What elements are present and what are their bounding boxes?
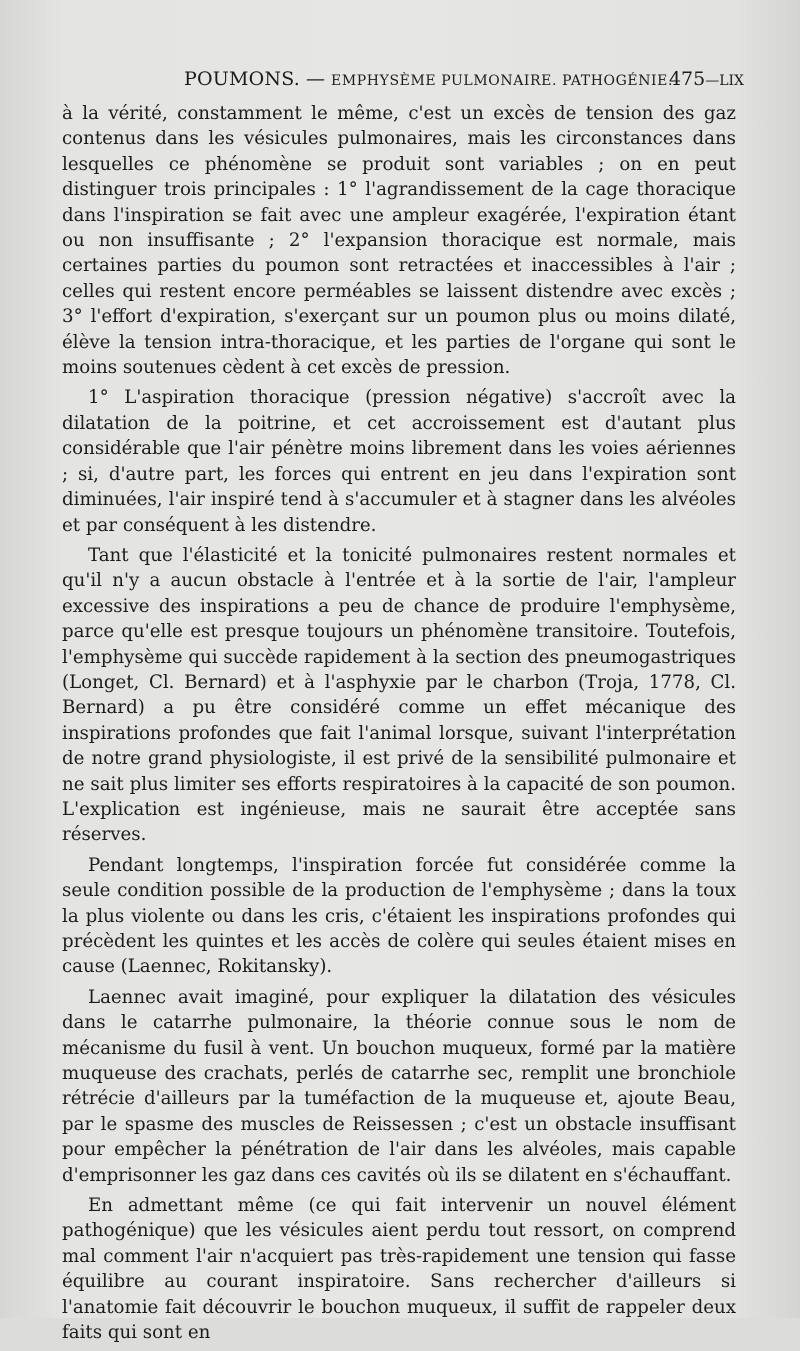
header-separator: — (306, 68, 326, 90)
paragraph: à la vérité, constamment le même, c'est un excès de tension des gaz contenus dans les vésicules pulmonaires, mais les circonstances dans lesquelles ce phénomène se produit sont variables ; on en peut distinguer trois principales : 1° l'agrandissement de la cage thoracique dans l'inspiration se fait avec une ampleur exagérée, l'expiration étant ou non insuffisante ; 2° l'expansion thoracique est normale, mais certaines parties du poumon sont retractées et inaccessibles à l'air ; celles qui restent encore perméables se laissent distendre avec excès ; 3° l'effort d'expiration, s'exerçant sur un poumon plus ou moins dilaté, élève la tension intra-thoracique, et les parties de l'organe qui sont le moins soutenues cèdent à cet excès de pression. (62, 103, 736, 379)
section-title: POUMONS. (184, 68, 301, 90)
header-subtitle: EMPHYSÈME PULMONAIRE. PATHOGÉNIE. (331, 73, 674, 89)
paragraph: En admettant même (ce qui fait intervenir un nouvel élément pathogénique) que les vésicules aient perdu tout ressort, on comprend mal comment l'air n'acquiert pas très-rapidement une tension qui fasse équilibre au courant inspiratoire. Sans rechercher d'ailleurs si l'anatomie fait découvrir le bouchon muqueux, il suffit de rappeler deux faits qui sont en (62, 1195, 736, 1344)
paragraph: Tant que l'élasticité et la tonicité pulmonaires restent normales et qu'il n'y a aucun obstacle à l'entrée et à la sortie de l'air, l'ampleur excessive des inspirations a peu de chance de produire l'emphysème, parce qu'elle est presque toujours un phénomène transitoire. Toutefois, l'emphysème qui succède rapidement à la section des pneumogastriques (Longet, Cl. Bernard) et à l'asphyxie par le charbon (Troja, 1778, Cl. Bernard) a pu être considéré comme un effet mécanique des inspirations profondes que fait l'animal lorsque, suivant l'interprétation de notre grand physiologiste, il est privé de la sensibilité pulmonaire et ne sait plus limiter ses efforts respiratoires à la capacité de son poumon. L'explication est ingénieuse, mais ne saurait être acceptée sans réserves. (62, 544, 736, 846)
paragraph: Pendant longtemps, l'inspiration forcée fut considérée comme la seule condition possible de la production de l'emphysème ; dans la toux la plus violente ou dans les cris, c'étaient les inspirations profondes qui précèdent les quintes et les accès de colère qui seules étaient mises en cause (Laennec, Rokitansky). (62, 854, 736, 978)
folio-roman: —LIX (705, 73, 744, 89)
page-body (62, 101, 736, 1351)
paragraph: Laennec avait imaginé, pour expliquer la dilatation des vésicules dans le catarrhe pulmonaire, la théorie connue sous le nom de mécanisme du fusil à vent. Un bouchon muqueux, formé par la matière muqueuse des crachats, perlés de catarrhe sec, remplit une bronchiole rétrécie d'ailleurs par la tuméfaction de la muqueuse et, ajoute Beau, par le spasme des muscles de Reissessen ; c'est un obstacle insuffisant pour empêcher la pénétration de l'air dans les alvéoles, mais capable d'emprisonner les gaz dans ces cavités où ils se dilatent en s'échauffant. (62, 986, 736, 1186)
folio (669, 66, 744, 94)
page-number: 475 (668, 68, 706, 90)
running-header (184, 66, 744, 92)
paragraph: 1° L'aspiration thoracique (pression négative) s'accroît avec la dilatation de la poitrine, et cet accroissement est d'autant plus considérable que l'air pénètre moins librement dans les voies aériennes ; si, d'autre part, les forces qui entrent en jeu dans l'expiration sont diminuées, l'air inspiré tend à s'accumuler et à stagner dans les alvéoles et par conséquent à les distendre. (62, 387, 736, 536)
